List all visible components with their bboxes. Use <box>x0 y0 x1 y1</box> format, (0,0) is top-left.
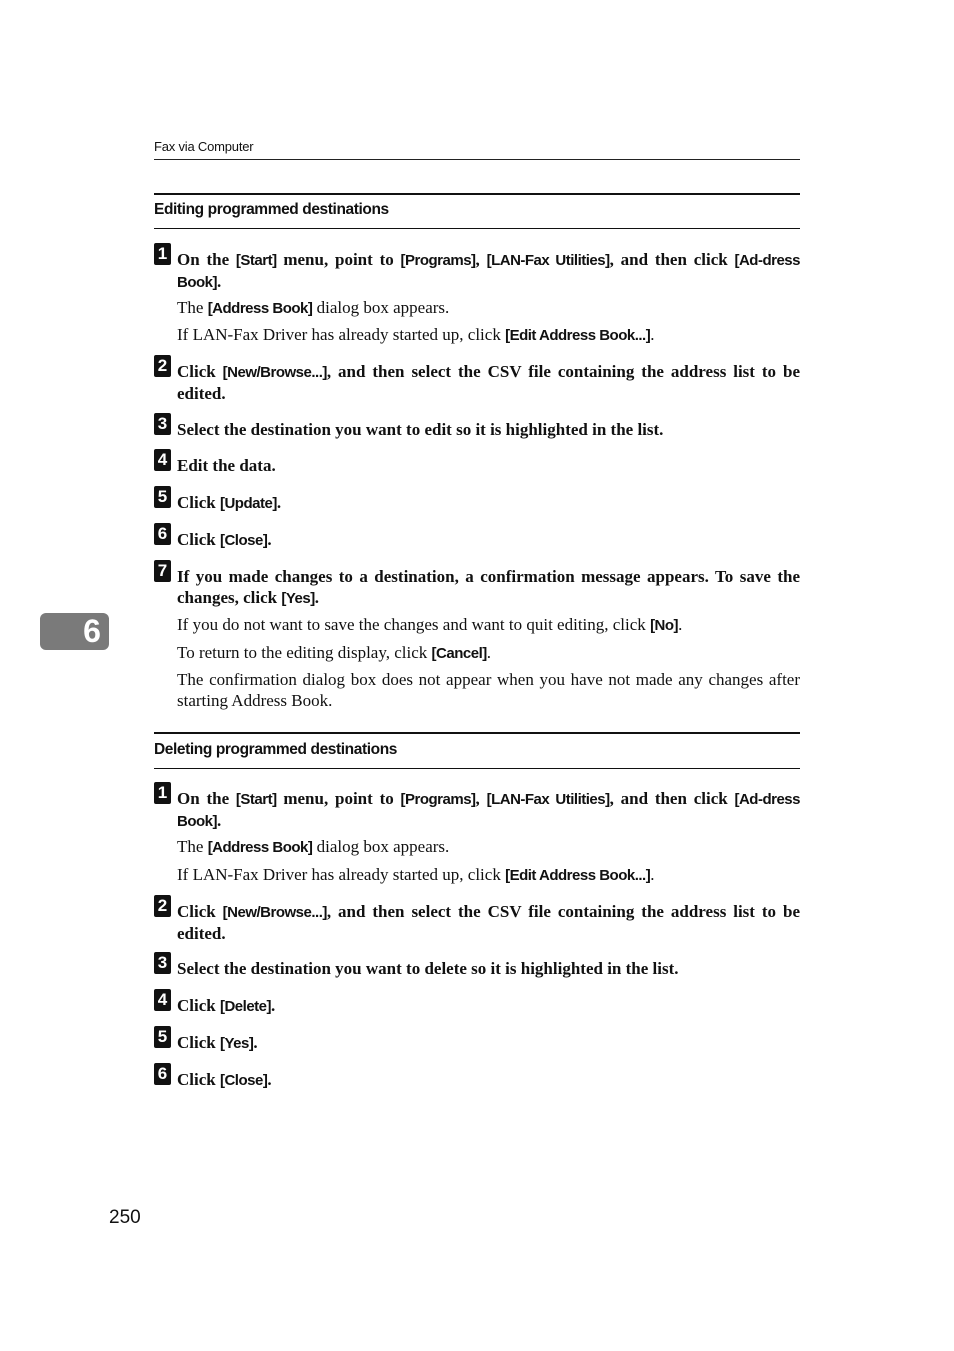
step-note: If you do not want to save the changes and want to quit editing, click [No]. <box>177 615 683 634</box>
step-number-badge: 6 <box>154 523 171 545</box>
step-instruction: Click [New/Browse...], and then select the CSV file containing the address list to be edited. <box>177 902 800 943</box>
step-number-badge: 3 <box>154 952 171 974</box>
step-instruction: Click [Delete]. <box>177 996 276 1015</box>
step-number-badge: 2 <box>154 895 171 917</box>
section-rule-bottom <box>154 228 800 229</box>
step-instruction: Click [New/Browse...], and then select the CSV file containing the address list to be edited. <box>177 362 800 403</box>
section-title: Editing programmed destinations <box>154 201 389 218</box>
step-instruction: Click [Close]. <box>177 530 272 549</box>
step-instruction: Click [Yes]. <box>177 1033 258 1052</box>
step-number-badge: 1 <box>154 782 171 804</box>
step-number-badge: 7 <box>154 560 171 582</box>
step-number-badge: 6 <box>154 1063 171 1085</box>
step-number-badge: 4 <box>154 449 171 471</box>
step-instruction: Select the destination you want to delete so it is highlighted in the list. <box>177 959 679 978</box>
chapter-number: 6 <box>83 613 101 649</box>
step-number-badge: 4 <box>154 989 171 1011</box>
step-instruction: Select the destination you want to edit so it is highlighted in the list. <box>177 420 664 439</box>
section-title: Deleting programmed destinations <box>154 741 397 758</box>
step-number-badge: 1 <box>154 243 171 265</box>
step-instruction: Click [Close]. <box>177 1070 272 1089</box>
step-instruction: If you made changes to a destination, a confirmation message appears. To save the changes, click [Yes]. <box>177 567 800 607</box>
step-number-badge: 3 <box>154 413 171 435</box>
step-instruction: Click [Update]. <box>177 493 282 512</box>
step-note: To return to the editing display, click [Cancel]. <box>177 643 491 662</box>
step-number-badge: 2 <box>154 355 171 377</box>
step-note: If LAN-Fax Driver has already started up, click [Edit Address Book...]. <box>177 865 655 884</box>
section-rule-top <box>154 193 800 195</box>
step-note: The [Address Book] dialog box appears. <box>177 837 450 856</box>
page-number: 250 <box>109 1207 141 1228</box>
step-instruction: Edit the data. <box>177 456 276 475</box>
step-note: The [Address Book] dialog box appears. <box>177 298 450 317</box>
step-number-badge: 5 <box>154 1026 171 1048</box>
section-rule-top <box>154 732 800 734</box>
step-instruction: On the [Start] menu, point to [Programs], [LAN-Fax Utilities], and then click [Ad-dress Book]. <box>177 250 800 291</box>
step-note: The confirmation dialog box does not appear when you have not made any changes after starting Address Book. <box>177 670 800 710</box>
section-rule-bottom <box>154 768 800 769</box>
running-header-title: Fax via Computer <box>154 139 254 154</box>
chapter-tab <box>40 613 109 650</box>
step-note: If LAN-Fax Driver has already started up, click [Edit Address Book...]. <box>177 325 655 344</box>
step-number-badge: 5 <box>154 486 171 508</box>
step-instruction: On the [Start] menu, point to [Programs], [LAN-Fax Utilities], and then click [Ad-dress Book]. <box>177 789 800 830</box>
header-divider <box>154 159 800 160</box>
